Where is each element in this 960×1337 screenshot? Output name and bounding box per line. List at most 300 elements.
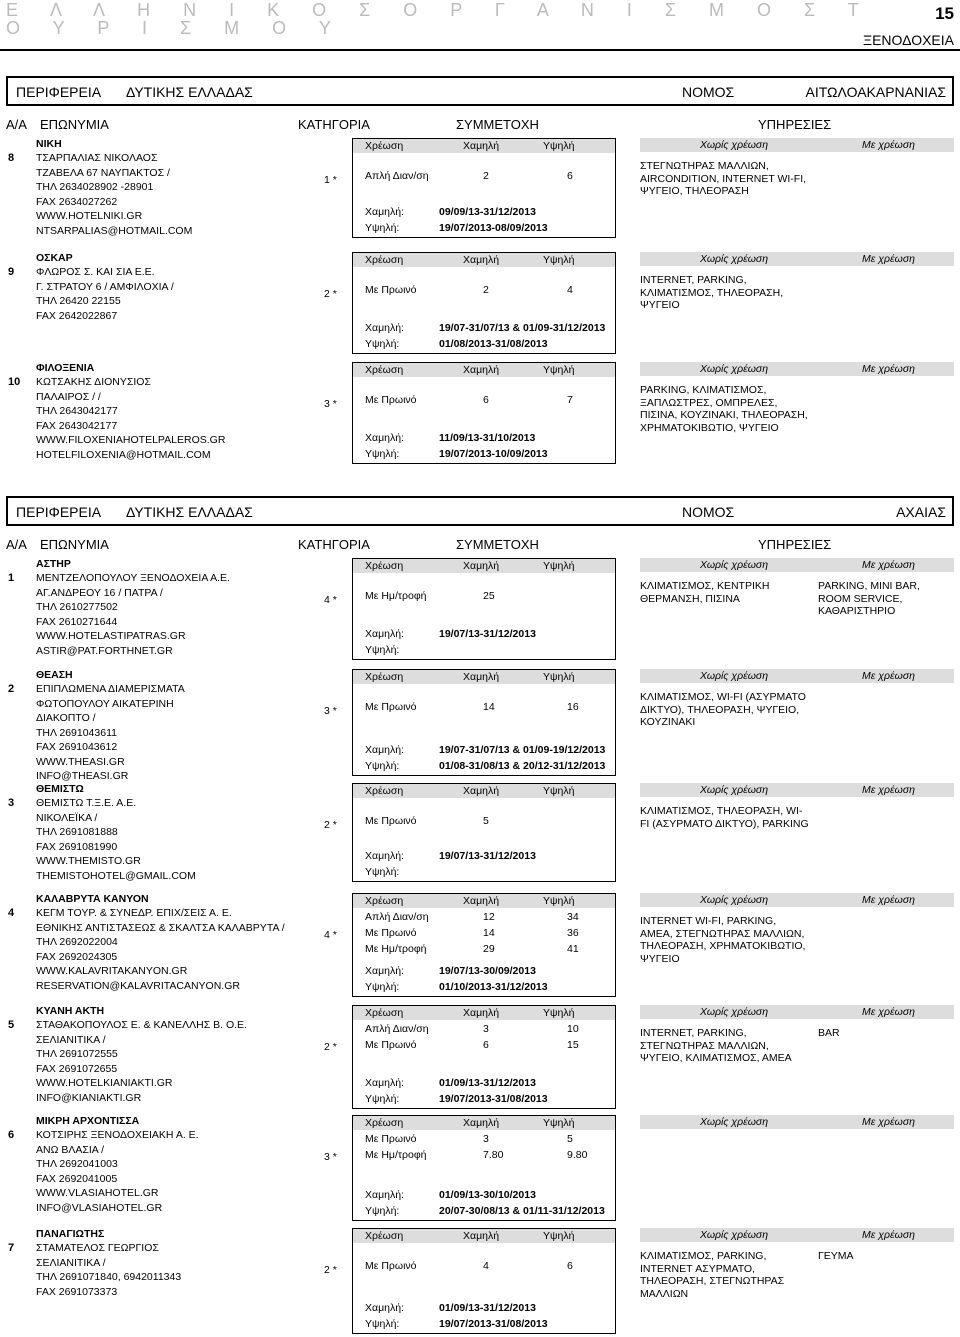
services-paid-label: Με χρέωση <box>862 559 915 571</box>
services-free-label: Χωρίς χρέωση <box>700 139 769 151</box>
rate-type: Με Πρωινό <box>365 1260 417 1272</box>
col-participation: ΣΥΜΜΕΤΟΧΗ <box>456 537 539 552</box>
col-participation: ΣΥΜΜΕΤΟΧΗ <box>456 117 539 132</box>
rate-row <box>353 169 615 183</box>
high-period-label: Υψηλή: <box>365 866 400 878</box>
low-period-label: Χαμηλή: <box>365 965 404 977</box>
region-label: ΠΕΡΙΦΕΡΕΙΑ <box>16 504 102 520</box>
hotel-detail-line: INFO@KIANIAKTI.GR <box>36 1091 142 1104</box>
services-header-row <box>640 1228 954 1242</box>
rate-header-row <box>353 139 615 153</box>
hotel-name: ΟΣΚΑΡ <box>36 252 73 264</box>
rate-row <box>353 942 615 956</box>
rate-charge-label: Χρέωση <box>365 560 404 572</box>
high-period-row <box>353 759 615 773</box>
rate-high-value: 36 <box>567 927 579 939</box>
low-period-row <box>353 1076 615 1090</box>
services-free-label: Χωρίς χρέωση <box>700 363 769 375</box>
rate-charge-label: Χρέωση <box>365 1117 404 1129</box>
rate-row <box>353 1148 615 1162</box>
rate-low-label: Χαμηλή <box>463 895 500 907</box>
services-free-label: Χωρίς χρέωση <box>700 253 769 265</box>
rate-low-value: 3 <box>483 1023 489 1035</box>
rate-high-label: Υψηλή <box>543 1117 575 1129</box>
participation-box <box>352 362 616 464</box>
low-period-label: Χαμηλή: <box>365 1077 404 1089</box>
hotel-detail-line: WWW.FILOXENIAHOTELPALEROS.GR <box>36 434 226 446</box>
hotel-name: ΚΥΑΝΗ ΑΚΤΗ <box>36 1005 105 1017</box>
rate-type: Με Πρωινό <box>365 284 417 296</box>
low-period-row <box>353 627 615 641</box>
services-free-label: Χωρίς χρέωση <box>700 1006 769 1018</box>
hotel-detail-line: ΔΙΑΚΟΠΤΟ / <box>36 712 96 724</box>
rate-header-row <box>353 894 615 908</box>
hotel-detail-line: WWW.THEASI.GR <box>36 755 125 768</box>
entry-number: 8 <box>8 152 15 164</box>
hotel-entry <box>0 362 960 468</box>
high-period-value: 20/07-30/08/13 & 01/11-31/12/2013 <box>439 1205 605 1217</box>
hotel-detail-line: ΤΗΛ 2692022004 <box>36 936 118 948</box>
rate-low-label: Χαμηλή <box>463 254 500 266</box>
low-period-row <box>353 205 615 219</box>
rate-row <box>353 589 615 603</box>
col-name: ΕΠΩΝΥΜΙΑ <box>40 117 109 132</box>
region-header <box>6 76 954 106</box>
high-period-row <box>353 1317 615 1331</box>
hotel-entry <box>0 669 960 780</box>
hotel-detail-line: WWW.VLASIAHOTEL.GR <box>36 1187 159 1199</box>
entry-number: 6 <box>8 1129 15 1141</box>
col-aa: Α/Α <box>6 537 27 552</box>
low-period-label: Χαμηλή: <box>365 1189 404 1201</box>
services-free: INTERNET, PARKING, ΣΤΕΓΝΩΤΗΡΑΣ ΜΑΛΛΙΩΝ, ΨΥΓΕΙΟ, ΚΛΙΜΑΤΙΣΜΟΣ, ΑΜΕΑ <box>640 1027 792 1064</box>
rate-low-value: 14 <box>483 927 495 939</box>
hotel-detail-line: ΠΑΛΑΙΡΟΣ / / <box>36 390 101 403</box>
hotel-entry <box>0 1005 960 1113</box>
hotel-detail-line: FAX 2692024305 <box>36 950 118 963</box>
hotel-entry <box>0 558 960 664</box>
rate-type: Με Πρωινό <box>365 815 417 827</box>
hotel-entry <box>0 138 960 242</box>
hotel-detail-line: ΣΕΛΙΑΝΙΤΙΚΑ / <box>36 1033 106 1046</box>
hotel-detail-line: ΝΙΚΟΛΕΪΚΑ / <box>36 811 98 824</box>
hotel-detail-line: ΤΗΛ 2691081888 <box>36 826 118 838</box>
nomos-label: ΝΟΜΟΣ <box>682 84 735 100</box>
rate-row <box>353 910 615 924</box>
hotel-detail-line: ΤΗΛ 2610277502 <box>36 601 118 613</box>
services-header-row <box>640 558 954 572</box>
column-header <box>6 537 954 555</box>
region-name: ΔΥΤΙΚΗΣ ΕΛΛΑΔΑΣ <box>126 504 253 520</box>
rate-type: Με Πρωινό <box>365 394 417 406</box>
hotel-detail-line: FAX 2643042177 <box>36 419 118 432</box>
low-period-row <box>353 743 615 757</box>
hotel-entry <box>0 783 960 886</box>
services-header-row <box>640 1115 954 1129</box>
entry-number: 9 <box>8 266 15 278</box>
hotel-detail-line: ΣΕΛΙΑΝΙΤΙΚΑ / <box>36 1256 106 1269</box>
rate-low-value: 6 <box>483 394 489 406</box>
region-name: ΔΥΤΙΚΗΣ ΕΛΛΑΔΑΣ <box>126 84 253 100</box>
hotel-category: 2 * <box>324 1264 337 1276</box>
services-paid-label: Με χρέωση <box>862 894 915 906</box>
low-period-row <box>353 964 615 978</box>
rate-row <box>353 1038 615 1052</box>
rate-high-label: Υψηλή <box>543 671 575 683</box>
hotel-detail-line: ΤΣΑΡΠΑΛΙΑΣ ΝΙΚΟΛΑΟΣ <box>36 152 158 164</box>
rate-high-label: Υψηλή <box>543 254 575 266</box>
hotel-entry <box>0 252 960 358</box>
rate-type: Με Ημ/τροφή <box>365 943 427 955</box>
hotel-name: ΑΣΤΗΡ <box>36 558 71 570</box>
rate-row <box>353 814 615 828</box>
hotel-detail-line: WWW.KALAVRITAKANYON.GR <box>36 965 188 977</box>
low-period-row <box>353 321 615 335</box>
hotel-detail-line: ΤΗΛ 2692041003 <box>36 1158 118 1170</box>
high-period-value: 01/10/2013-31/12/2013 <box>439 981 548 993</box>
hotel-detail-line: Γ. ΣΤΡΑΤΟΥ 6 / ΑΜΦΙΛΟΧΙΑ / <box>36 280 174 293</box>
rate-low-value: 7.80 <box>483 1149 504 1161</box>
hotel-detail-line: WWW.HOTELASTIPATRAS.GR <box>36 630 186 642</box>
hotel-detail-line: ΤΖΑΒΕΛΑ 67 ΝΑΥΠΑΚΤΟΣ / <box>36 166 170 179</box>
hotel-entry <box>0 1115 960 1225</box>
hotel-detail-line: ΑΝΩ ΒΛΑΣΙΑ / <box>36 1143 105 1156</box>
services-header-row <box>640 783 954 797</box>
services-paid-label: Με χρέωση <box>862 1229 915 1241</box>
services-header-row <box>640 252 954 266</box>
high-period-value: 01/08/2013-31/08/2013 <box>439 338 548 350</box>
services-free: ΚΛΙΜΑΤΙΣΜΟΣ, WI-FI (ΑΣΥΡΜΑΤΟ ΔΙΚΤΥΟ), ΤΗΛΕΟΡΑΣΗ, ΨΥΓΕΙΟ, ΚΟΥΖΙΝΑΚΙ <box>640 691 806 728</box>
hotel-category: 2 * <box>324 288 337 300</box>
high-period-row <box>353 1204 615 1218</box>
rate-type: Απλή Διαν/ση <box>365 1023 429 1035</box>
rate-low-label: Χαμηλή <box>463 364 500 376</box>
services-free: ΚΛΙΜΑΤΙΣΜΟΣ, ΚΕΝΤΡΙΚΗ ΘΕΡΜΑΝΣΗ, ΠΙΣΙΝΑ <box>640 580 770 605</box>
entry-number: 2 <box>8 683 15 695</box>
rate-low-label: Χαμηλή <box>463 1007 500 1019</box>
entry-number: 4 <box>8 907 15 919</box>
entry-number: 10 <box>8 376 21 388</box>
high-period-row <box>353 865 615 879</box>
participation-box <box>352 669 616 776</box>
hotel-category: 4 * <box>324 594 337 606</box>
hotel-detail-line: WWW.HOTELNIKI.GR <box>36 210 143 222</box>
participation-box <box>352 138 616 238</box>
low-period-row <box>353 431 615 445</box>
header-divider <box>0 49 960 51</box>
hotel-detail-line: ΤΗΛ 2691043611 <box>36 726 117 739</box>
services-paid-label: Με χρέωση <box>862 1116 915 1128</box>
col-services: ΥΠΗΡΕΣΙΕΣ <box>758 117 832 132</box>
rate-high-value: 5 <box>567 1133 573 1145</box>
rate-charge-label: Χρέωση <box>365 140 404 152</box>
rate-low-value: 29 <box>483 943 495 955</box>
high-period-label: Υψηλή: <box>365 1093 400 1105</box>
hotel-category: 3 * <box>324 398 337 410</box>
services-paid-label: Με χρέωση <box>862 363 915 375</box>
participation-box <box>352 558 616 660</box>
hotel-detail-line: ΤΗΛ 2691072555 <box>36 1048 118 1060</box>
page-category: ΞΕΝΟΔΟΧΕΙΑ <box>863 32 954 48</box>
rate-low-label: Χαμηλή <box>463 785 500 797</box>
hotel-category: 2 * <box>324 819 337 831</box>
rate-high-label: Υψηλή <box>543 364 575 376</box>
services-paid: ΓΕΥΜΑ <box>818 1250 854 1262</box>
page-number: 15 <box>935 4 954 23</box>
rate-high-value: 34 <box>567 911 579 923</box>
column-header <box>6 117 954 135</box>
hotel-detail-line: WWW.HOTELKIANIAKTI.GR <box>36 1077 173 1089</box>
hotel-detail-line: ΘΕΜΙΣΤΩ Τ.Ξ.Ε. Α.Ε. <box>36 797 137 809</box>
hotel-detail-line: RESERVATION@KALAVRITACANYON.GR <box>36 979 240 992</box>
hotel-detail-line: ΤΗΛ 2634028902 -28901 <box>36 181 154 193</box>
rate-low-value: 14 <box>483 701 495 713</box>
services-header-row <box>640 893 954 907</box>
services-free: ΚΛΙΜΑΤΙΣΜΟΣ, ΤΗΛΕΟΡΑΣΗ, WI-FI (ΑΣΥΡΜΑΤΟ ΔΙΚΤΥΟ), PARKING <box>640 805 809 830</box>
participation-box <box>352 1005 616 1109</box>
high-period-label: Υψηλή: <box>365 760 400 772</box>
hotel-detail-line: ΣΤΑΘΑΚΟΠΟΥΛΟΣ Ε. & ΚΑΝΕΛΛΗΣ Β. Ο.Ε. <box>36 1019 247 1031</box>
rate-charge-label: Χρέωση <box>365 1007 404 1019</box>
rate-header-row <box>353 1006 615 1020</box>
hotel-name: ΝΙΚΗ <box>36 138 62 150</box>
rate-high-value: 16 <box>567 701 579 713</box>
rate-charge-label: Χρέωση <box>365 254 404 266</box>
rate-high-label: Υψηλή <box>543 785 575 797</box>
hotel-detail-line: ΣΤΑΜΑΤΕΛΟΣ ΓΕΩΡΓΙΟΣ <box>36 1242 159 1254</box>
services-paid-label: Με χρέωση <box>862 1006 915 1018</box>
rate-charge-label: Χρέωση <box>365 1230 404 1242</box>
hotel-detail-line: INFO@THEASI.GR <box>36 770 129 782</box>
hotel-detail-line: FAX 2691081990 <box>36 840 118 853</box>
hotel-category: 3 * <box>324 705 337 717</box>
low-period-value: 19/07-31/07/13 & 01/09-31/12/2013 <box>439 322 606 334</box>
high-period-label: Υψηλή: <box>365 448 400 460</box>
hotel-entry <box>0 893 960 1001</box>
rate-high-label: Υψηλή <box>543 140 575 152</box>
org-subtitle: Ο Υ Ρ Ι Σ Μ Ο Υ <box>6 18 345 38</box>
rate-charge-label: Χρέωση <box>365 364 404 376</box>
rate-low-label: Χαμηλή <box>463 671 500 683</box>
col-aa: Α/Α <box>6 117 27 132</box>
rate-high-value: 15 <box>567 1039 579 1051</box>
hotel-name: ΘΕΜΙΣΤΩ <box>36 783 84 795</box>
entry-number: 7 <box>8 1242 15 1254</box>
col-category: ΚΑΤΗΓΟΡΙΑ <box>298 537 370 552</box>
rate-row <box>353 926 615 940</box>
hotel-detail-line: WWW.THEMISTO.GR <box>36 855 141 867</box>
hotel-detail-line: ΜΕΝΤΖΕΛΟΠΟΥΛΟΥ ΞΕΝΟΔΟΧΕΙΑ Α.Ε. <box>36 572 230 584</box>
high-period-label: Υψηλή: <box>365 338 400 350</box>
rate-header-row <box>353 363 615 377</box>
rate-header-row <box>353 559 615 573</box>
low-period-label: Χαμηλή: <box>365 850 404 862</box>
region-label: ΠΕΡΙΦΕΡΕΙΑ <box>16 84 102 100</box>
low-period-row <box>353 1188 615 1202</box>
services-paid: BAR <box>818 1027 840 1039</box>
rate-low-value: 2 <box>483 284 489 296</box>
services-free-label: Χωρίς χρέωση <box>700 559 769 571</box>
rate-low-value: 6 <box>483 1039 489 1051</box>
entry-number: 1 <box>8 572 15 584</box>
rate-row <box>353 1259 615 1273</box>
nomos-label: ΝΟΜΟΣ <box>682 504 735 520</box>
rate-high-value: 4 <box>567 284 573 296</box>
low-period-row <box>353 1301 615 1315</box>
low-period-value: 01/09/13-31/12/2013 <box>439 1302 536 1314</box>
low-period-label: Χαμηλή: <box>365 628 404 640</box>
hotel-detail-line: ΕΠΙΠΛΩΜΕΝΑ ΔΙΑΜΕΡΙΣΜΑΤΑ <box>36 683 185 695</box>
rate-type: Με Πρωινό <box>365 1039 417 1051</box>
hotel-detail-line: FAX 2634027262 <box>36 195 118 208</box>
high-period-row <box>353 980 615 994</box>
rate-header-row <box>353 1116 615 1130</box>
col-services: ΥΠΗΡΕΣΙΕΣ <box>758 537 832 552</box>
rate-low-label: Χαμηλή <box>463 560 500 572</box>
services-free-label: Χωρίς χρέωση <box>700 784 769 796</box>
rate-high-value: 6 <box>567 1260 573 1272</box>
high-period-value: 19/07/2013-10/09/2013 <box>439 448 548 460</box>
rate-row <box>353 1132 615 1146</box>
participation-box <box>352 893 616 997</box>
rate-type: Με Πρωινό <box>365 927 417 939</box>
high-period-row <box>353 447 615 461</box>
participation-box <box>352 783 616 882</box>
high-period-value: 19/07/2013-08/09/2013 <box>439 222 548 234</box>
high-period-value: 19/07/2013-31/08/2013 <box>439 1318 548 1330</box>
hotel-category: 2 * <box>324 1041 337 1053</box>
high-period-value: 19/07/2013-31/08/2013 <box>439 1093 548 1105</box>
hotel-detail-line: ΤΗΛ 2691071840, 6942011343 <box>36 1271 182 1283</box>
hotel-detail-line: ΚΕΓΜ ΤΟΥΡ. & ΣΥΝΕΔΡ. ΕΠΙΧ/ΣΕΙΣ Α. Ε. <box>36 907 232 919</box>
low-period-row <box>353 849 615 863</box>
high-period-row <box>353 1092 615 1106</box>
low-period-value: 19/07/13-31/12/2013 <box>439 628 536 640</box>
rate-low-value: 3 <box>483 1133 489 1145</box>
hotel-detail-line: FAX 2610271644 <box>36 615 118 628</box>
rate-low-label: Χαμηλή <box>463 1117 500 1129</box>
services-free: ΣΤΕΓΝΩΤΗΡΑΣ ΜΑΛΛΙΩΝ, AIRCONDITION, INTERNET WI-FI, ΨΥΓΕΙΟ, ΤΗΛΕΟΡΑΣΗ <box>640 160 807 197</box>
rate-high-label: Υψηλή <box>543 895 575 907</box>
hotel-detail-line: ΑΓ.ΑΝΔΡΕΟΥ 16 / ΠΑΤΡΑ / <box>36 586 163 599</box>
rate-header-row <box>353 670 615 684</box>
nomos-name: ΑΧΑΙΑΣ <box>896 504 946 520</box>
hotel-name: ΠΑΝΑΓΙΩΤΗΣ <box>36 1228 105 1240</box>
rate-type: Με Ημ/τροφή <box>365 590 427 602</box>
services-free-label: Χωρίς χρέωση <box>700 1116 769 1128</box>
rate-low-label: Χαμηλή <box>463 140 500 152</box>
hotel-detail-line: ΚΩΤΣΑΚΗΣ ΔΙΟΝΥΣΙΟΣ <box>36 376 151 388</box>
services-free-label: Χωρίς χρέωση <box>700 670 769 682</box>
high-period-value: 01/08-31/08/13 & 20/12-31/12/2013 <box>439 760 606 772</box>
services-free: ΚΛΙΜΑΤΙΣΜΟΣ, PARKING, INTERNET ΑΣΥΡΜΑΤΟ, ΤΗΛΕΟΡΑΣΗ, ΣΤΕΓΝΩΤΗΡΑΣ ΜΑΛΛΙΩΝ <box>640 1250 785 1300</box>
rate-charge-label: Χρέωση <box>365 785 404 797</box>
low-period-value: 01/09/13-31/12/2013 <box>439 1077 536 1089</box>
hotel-detail-line: ASTIR@PAT.FORTHNET.GR <box>36 644 173 657</box>
col-name: ΕΠΩΝΥΜΙΑ <box>40 537 109 552</box>
rate-high-label: Υψηλή <box>543 1230 575 1242</box>
rate-type: Απλή Διαν/ση <box>365 170 429 182</box>
low-period-label: Χαμηλή: <box>365 432 404 444</box>
services-header-row <box>640 362 954 376</box>
region-header <box>6 496 954 526</box>
rate-row <box>353 1022 615 1036</box>
hotel-name: ΚΑΛΑΒΡΥΤΑ ΚΑΝΥΟΝ <box>36 893 149 905</box>
hotel-detail-line: HOTELFILOXENIA@HOTMAIL.COM <box>36 448 211 461</box>
hotel-detail-line: FAX 2692041005 <box>36 1172 118 1185</box>
high-period-label: Υψηλή: <box>365 222 400 234</box>
rate-high-value: 9.80 <box>567 1149 588 1161</box>
rate-type: Με Πρωινό <box>365 701 417 713</box>
rate-type: Με Πρωινό <box>365 1133 417 1145</box>
rate-high-value: 6 <box>567 170 573 182</box>
high-period-row <box>353 337 615 351</box>
rate-header-row <box>353 1229 615 1243</box>
rate-high-label: Υψηλή <box>543 1007 575 1019</box>
hotel-detail-line: ΤΗΛ 2643042177 <box>36 405 118 417</box>
nomos-name: ΑΙΤΩΛΟΑΚΑΡΝΑΝΙΑΣ <box>805 84 946 100</box>
rate-low-value: 2 <box>483 170 489 182</box>
hotel-name: ΜΙΚΡΗ ΑΡΧΟΝΤΙΣΣΑ <box>36 1115 140 1127</box>
low-period-value: 19/07/13-31/12/2013 <box>439 850 536 862</box>
hotel-detail-line: ΦΛΩΡΟΣ Σ. ΚΑΙ ΣΙΑ Ε.Ε. <box>36 266 155 278</box>
rate-low-value: 12 <box>483 911 495 923</box>
rate-low-value: 5 <box>483 815 489 827</box>
hotel-category: 4 * <box>324 929 337 941</box>
participation-box <box>352 1228 616 1334</box>
rate-type: Με Ημ/τροφή <box>365 1149 427 1161</box>
hotel-detail-line: FAX 2642022867 <box>36 309 118 322</box>
services-free-label: Χωρίς χρέωση <box>700 894 769 906</box>
low-period-label: Χαμηλή: <box>365 1302 404 1314</box>
hotel-detail-line: FAX 2691073373 <box>36 1285 118 1298</box>
hotel-detail-line: ΦΩΤΟΠΟΥΛΟΥ ΑΙΚΑΤΕΡΙΝΗ <box>36 697 174 710</box>
rate-low-label: Χαμηλή <box>463 1230 500 1242</box>
low-period-value: 19/07-31/07/13 & 01/09-19/12/2013 <box>439 744 606 756</box>
low-period-label: Χαμηλή: <box>365 322 404 334</box>
rate-charge-label: Χρέωση <box>365 671 404 683</box>
hotel-detail-line: THEMISTOHOTEL@GMAIL.COM <box>36 869 196 882</box>
participation-box <box>352 1115 616 1221</box>
rate-header-row <box>353 253 615 267</box>
low-period-label: Χαμηλή: <box>365 744 404 756</box>
services-header-row <box>640 669 954 683</box>
rate-type: Απλή Διαν/ση <box>365 911 429 923</box>
low-period-label: Χαμηλή: <box>365 206 404 218</box>
low-period-value: 19/07/13-30/09/2013 <box>439 965 536 977</box>
rate-charge-label: Χρέωση <box>365 895 404 907</box>
high-period-row <box>353 643 615 657</box>
org-title: Ε Λ Λ Η Ν Ι Κ Ο Σ Ο Ρ Γ Α Ν Ι Σ Μ Ο Σ Τ <box>6 0 873 20</box>
entry-number: 5 <box>8 1019 15 1031</box>
page-header <box>0 0 960 48</box>
services-paid-label: Με χρέωση <box>862 139 915 151</box>
rate-row <box>353 700 615 714</box>
high-period-label: Υψηλή: <box>365 1205 400 1217</box>
high-period-label: Υψηλή: <box>365 644 400 656</box>
hotel-detail-line: ΤΗΛ 26420 22155 <box>36 295 121 307</box>
services-paid-label: Με χρέωση <box>862 253 915 265</box>
rate-high-value: 7 <box>567 394 573 406</box>
services-paid-label: Με χρέωση <box>862 784 915 796</box>
services-free-label: Χωρίς χρέωση <box>700 1229 769 1241</box>
services-paid-label: Με χρέωση <box>862 670 915 682</box>
low-period-value: 11/09/13-31/10/2013 <box>439 432 536 444</box>
rate-high-value: 41 <box>567 943 579 955</box>
high-period-label: Υψηλή: <box>365 981 400 993</box>
low-period-value: 01/09/13-30/10/2013 <box>439 1189 536 1201</box>
services-free: PARKING, ΚΛΙΜΑΤΙΣΜΟΣ, ΞΑΠΛΩΣΤΡΕΣ, ΟΜΠΡΕΛΕΣ, ΠΙΣΙΝΑ, ΚΟΥΖΙΝΑΚΙ, ΤΗΛΕΟΡΑΣΗ, ΧΡΗΜΑΤΟΚΙΒΩΤΙΟ, ΨΥΓΕΙΟ <box>640 384 808 434</box>
